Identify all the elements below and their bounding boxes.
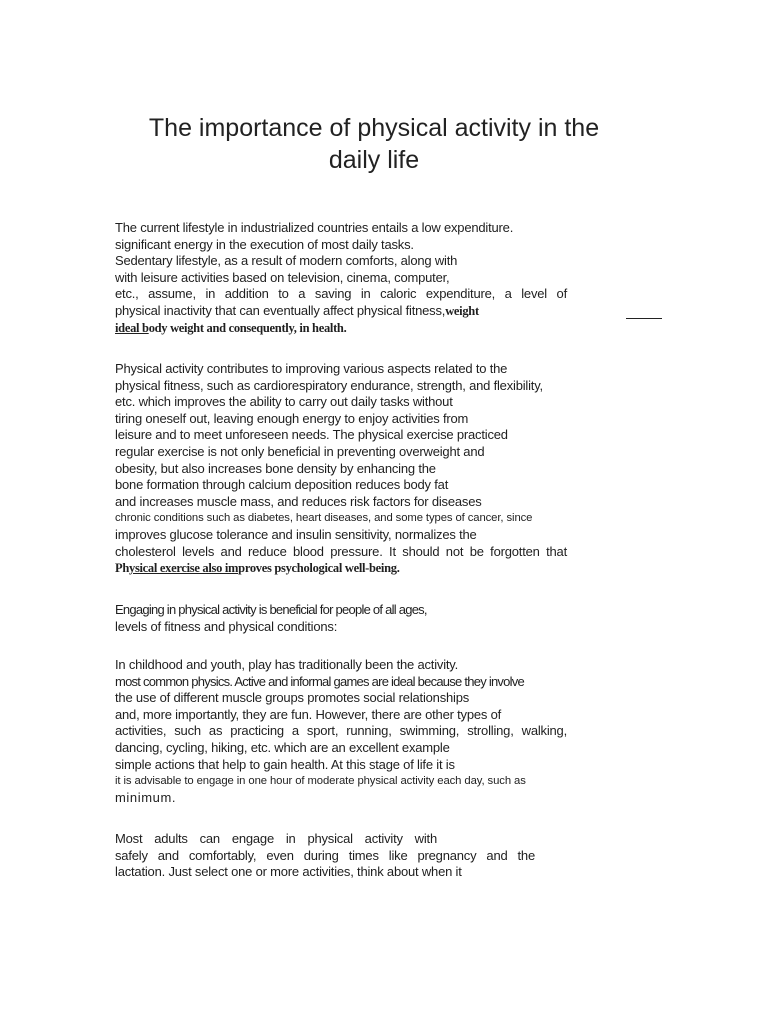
text-line: tiring oneself out, leaving enough energy to enjoy activities from [115, 410, 469, 426]
text-line: Physical activity contributes to improving various aspects related to the [115, 361, 508, 376]
underline-mark [626, 318, 662, 319]
title-line-1: The importance of physical activity in the [148, 114, 600, 142]
underlined-fragment: ysical exercise also im [129, 561, 239, 576]
text-line: minimum. [115, 789, 177, 805]
text-fragment: ody weight and consequently, in health. [148, 320, 347, 335]
text-line [115, 560, 567, 577]
paragraph-childhood [115, 657, 567, 806]
text-line: safely and comfortably, even during times like pregnancy and the [115, 847, 535, 863]
text-line: etc. which improves the ability to carry out daily tasks without [115, 394, 453, 410]
text-line: leisure and to meet unforeseen needs. The physical exercise practiced [115, 427, 508, 443]
text-line: levels of fitness and physical conditions: [115, 618, 338, 634]
text-line: with leisure activities based on television, cinema, computer, [115, 269, 450, 285]
text-line: most common physics. Active and informal games are ideal because they involve [115, 673, 525, 689]
text-fragment: proves psychological well-being. [238, 561, 400, 576]
text-line: physical fitness, such as cardiorespiratory endurance, strength, and flexibility, [115, 377, 543, 393]
text-line: it is advisable to engage in one hour of moderate physical activity each day, such as [115, 775, 526, 788]
document-title [100, 112, 648, 176]
paragraph-adults [115, 831, 567, 881]
text-line: bone formation through calcium deposition reduces body fat [115, 477, 449, 493]
text-line: the use of different muscle groups promotes social relationships [115, 690, 470, 706]
text-line: Engaging in physical activity is beneficial for people of all ages, [115, 602, 427, 617]
underlined-fragment: ideal b [115, 320, 149, 335]
text-line: and, more importantly, they are fun. However, there are other types of [115, 706, 502, 722]
paragraph-lifestyle [115, 220, 567, 336]
paragraph-all-ages [115, 602, 567, 635]
text-line: etc., assume, in addition to a saving in caloric expenditure, a level of [115, 286, 567, 302]
text-line: Most adults can engage in physical activity with [115, 831, 437, 846]
text-line [115, 320, 567, 337]
text-fragment: physical inactivity that can eventually affect physical fitness, [115, 302, 446, 318]
title-line-2: daily life [328, 146, 420, 174]
text-line: obesity, but also increases bone density by enhancing the [115, 460, 436, 476]
text-line: improves glucose tolerance and insulin sensitivity, normalizes the [115, 526, 477, 542]
paragraph-benefits [115, 361, 567, 577]
text-fragment: Ph [115, 561, 129, 576]
text-line: In childhood and youth, play has traditionally been the activity. [115, 657, 459, 672]
text-line: lactation. Just select one or more activities, think about when it [115, 864, 462, 880]
text-line: and increases muscle mass, and reduces risk factors for diseases [115, 493, 482, 509]
text-line: cholesterol levels and reduce blood pressure. It should not be forgotten that [115, 543, 567, 559]
text-line: Sedentary lifestyle, as a result of modern comforts, along with [115, 253, 458, 269]
text-line: regular exercise is not only beneficial in preventing overweight and [115, 443, 485, 459]
text-line: chronic conditions such as diabetes, heart diseases, and some types of cancer, since [115, 512, 533, 525]
text-line: dancing, cycling, hiking, etc. which are an excellent example [115, 739, 450, 755]
text-line: The current lifestyle in industrialized countries entails a low expenditure. [115, 220, 514, 235]
bold-fragment: weight [445, 303, 479, 318]
text-line [115, 303, 567, 320]
text-line: activities, such as practicing a sport, running, swimming, strolling, walking, [115, 723, 567, 739]
text-line: simple actions that help to gain health. At this stage of life it is [115, 756, 455, 772]
text-line: significant energy in the execution of most daily tasks. [115, 236, 414, 252]
